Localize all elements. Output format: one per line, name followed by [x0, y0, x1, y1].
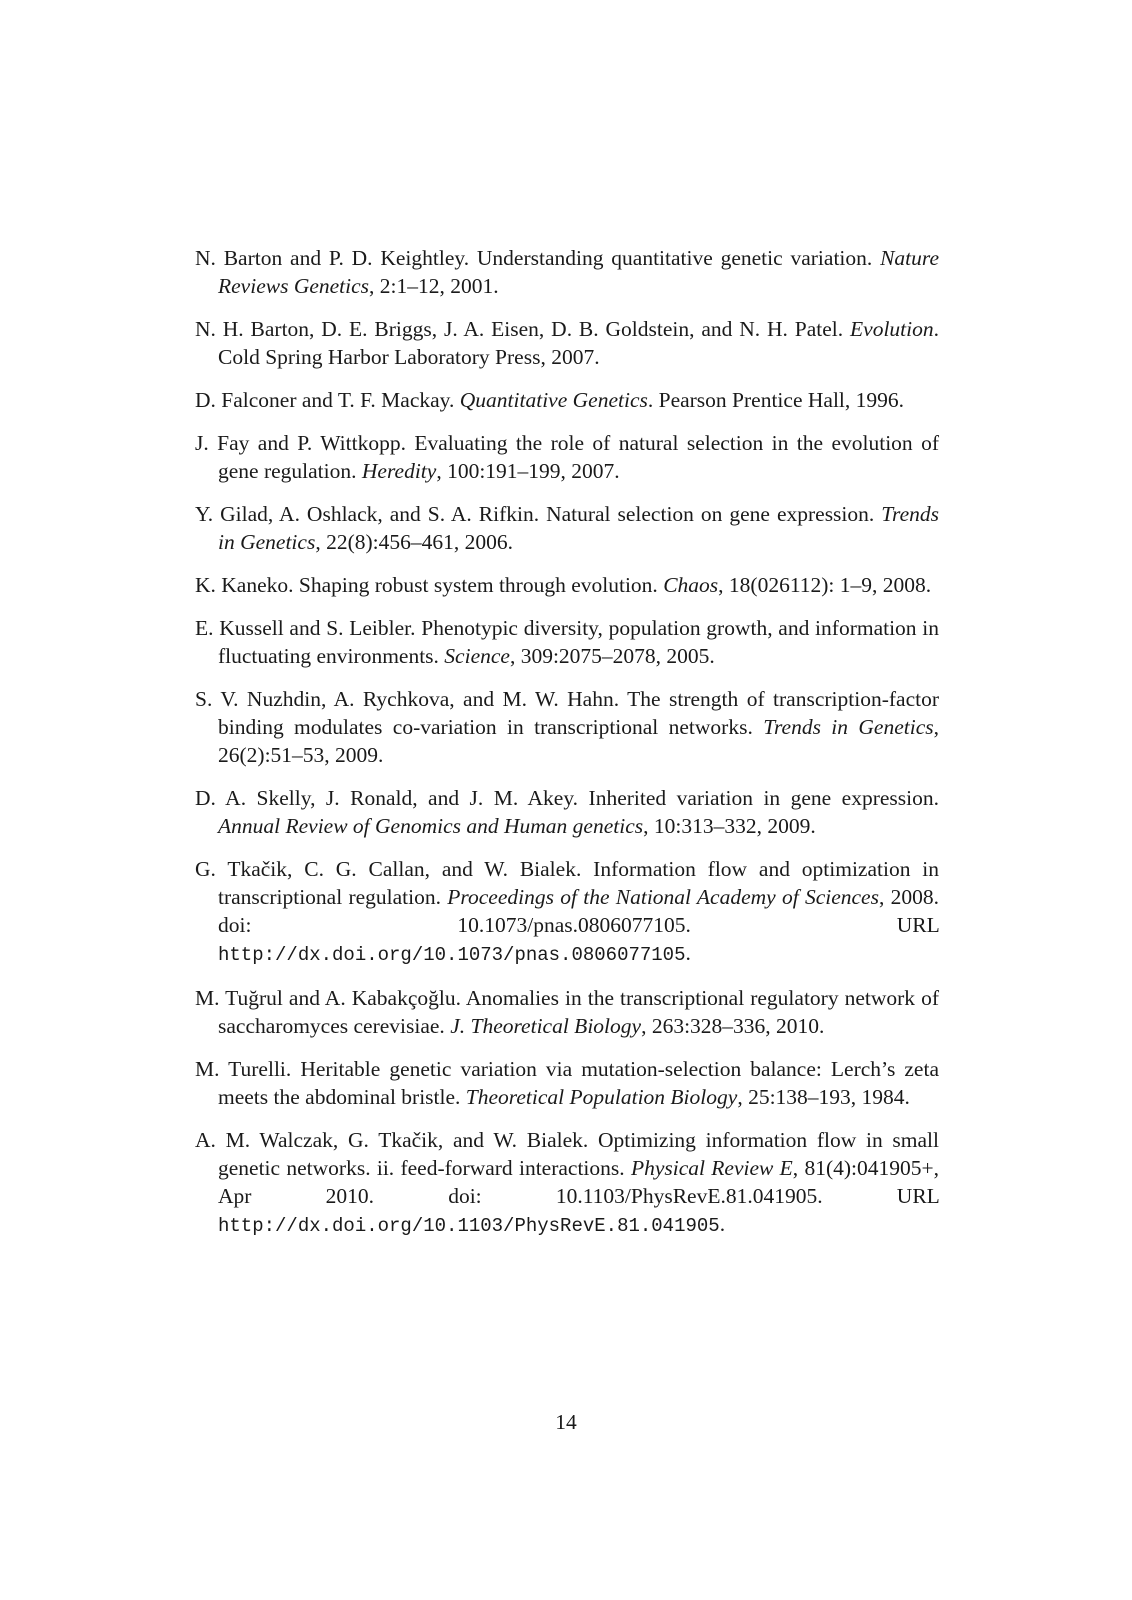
reference-authors: S. V. Nuzhdin, A. Rychkova, and M. W. Hahn. — [195, 687, 620, 711]
reference-authors: M. Turelli. — [195, 1057, 292, 1081]
reference-details: , 18(026112): 1–9, 2008. — [718, 573, 932, 597]
reference-title: Optimizing information flow in small genetic networks. ii. feed-forward interactions. — [218, 1128, 940, 1180]
reference-details: , 263:328–336, 2010. — [641, 1014, 825, 1038]
reference-venue: Theoretical Population Biology — [465, 1085, 738, 1109]
reference-authors: G. Tkačik, C. G. Callan, and W. Bialek. — [195, 857, 582, 881]
reference-details: , 25:138–193, 1984. — [737, 1085, 910, 1109]
reference-details: . Cold Spring Harbor Laboratory Press, 2007. — [218, 317, 940, 369]
reference-entry — [195, 386, 939, 414]
reference-details: , 100:191–199, 2007. — [436, 459, 620, 483]
reference-entry — [195, 984, 939, 1040]
reference-title: Information flow and optimization in transcriptional regulation. — [218, 857, 940, 909]
reference-title: The strength of transcription-factor binding modulates co-variation in transcriptional networks. — [218, 687, 939, 739]
reference-entry — [195, 429, 939, 485]
reference-details: , 26(2):51–53, 2009. — [218, 715, 939, 767]
reference-details: , 2:1–12, 2001. — [369, 274, 499, 298]
reference-details: , 309:2075–2078, 2005. — [509, 644, 715, 668]
reference-venue: Proceedings of the National Academy of Sciences — [447, 885, 879, 909]
reference-authors: Y. Gilad, A. Oshlack, and S. A. Rifkin. — [195, 502, 540, 526]
reference-title: Evaluating the role of natural selection in the evolution of gene regulation. — [218, 431, 940, 483]
reference-authors: K. Kaneko. — [195, 573, 294, 597]
reference-venue: Chaos — [663, 573, 719, 597]
reference-details: , 81(4):041905+, Apr 2010. doi: 10.1103/PhysRevE.81.041905. URL — [218, 1156, 940, 1208]
reference-details: , 10:313–332, 2009. — [643, 814, 816, 838]
reference-venue: Trends in Genetics — [763, 715, 934, 739]
reference-title: Shaping robust system through evolution. — [298, 573, 658, 597]
reference-url-link[interactable]: http://dx.doi.org/10.1103/PhysRevE.81.041905 — [218, 1215, 720, 1237]
reference-venue: J. Theoretical Biology — [450, 1014, 642, 1038]
reference-title: Inherited variation in gene expression. — [588, 786, 940, 810]
reference-authors: D. Falconer and T. F. Mackay. — [195, 388, 455, 412]
reference-title: Phenotypic diversity, population growth, and information in fluctuating environments. — [218, 616, 939, 668]
page-number: 14 — [555, 1410, 577, 1434]
reference-venue: Physical Review E — [630, 1156, 793, 1180]
reference-entry — [195, 855, 939, 969]
reference-authors: D. A. Skelly, J. Ronald, and J. M. Akey. — [195, 786, 579, 810]
reference-authors: J. Fay and P. Wittkopp. — [195, 431, 406, 455]
reference-authors: A. M. Walczak, G. Tkačik, and W. Bialek. — [195, 1128, 589, 1152]
reference-entry — [195, 685, 939, 769]
reference-entry — [195, 1055, 939, 1111]
reference-url-link[interactable]: http://dx.doi.org/10.1073/pnas.0806077105 — [218, 944, 686, 966]
reference-details: . Pearson Prentice Hall, 1996. — [647, 388, 905, 412]
reference-title: Natural selection on gene expression. — [546, 502, 875, 526]
reference-authors: N. Barton and P. D. Keightley. — [195, 246, 470, 270]
reference-end: . — [685, 941, 691, 965]
reference-list — [195, 244, 939, 1255]
reference-entry — [195, 784, 939, 840]
reference-authors: M. Tuğrul and A. Kabakçoğlu. — [195, 986, 461, 1010]
reference-entry — [195, 315, 939, 371]
reference-title: Anomalies in the transcriptional regulatory network of saccharomyces cerevisiae. — [218, 986, 939, 1038]
reference-details: , 22(8):456–461, 2006. — [315, 530, 513, 554]
reference-entry — [195, 1126, 939, 1240]
reference-title: Heritable genetic variation via mutation-selection balance: Lerch’s zeta meets the abdominal bristle. — [218, 1057, 939, 1109]
reference-end: . — [719, 1212, 726, 1236]
reference-entry — [195, 614, 939, 670]
reference-venue: Science — [444, 644, 510, 668]
reference-venue: Nature Reviews Genetics — [218, 246, 940, 298]
reference-entry — [195, 571, 939, 599]
reference-venue: Trends in Genetics — [218, 502, 940, 554]
reference-venue: Annual Review of Genomics and Human genetics — [218, 814, 644, 838]
reference-authors: N. H. Barton, D. E. Briggs, J. A. Eisen, D. B. Goldstein, and N. H. Patel. — [195, 317, 844, 341]
reference-title: Understanding quantitative genetic variation. — [476, 246, 873, 270]
reference-venue: Quantitative Genetics — [459, 388, 648, 412]
reference-details: , 2008. doi: 10.1073/pnas.0806077105. URL — [218, 885, 940, 937]
reference-authors: E. Kussell and S. Leibler. — [195, 616, 416, 640]
reference-entry — [195, 244, 939, 300]
reference-venue: Evolution — [850, 317, 934, 341]
reference-venue: Heredity — [361, 459, 437, 483]
reference-entry — [195, 500, 939, 556]
